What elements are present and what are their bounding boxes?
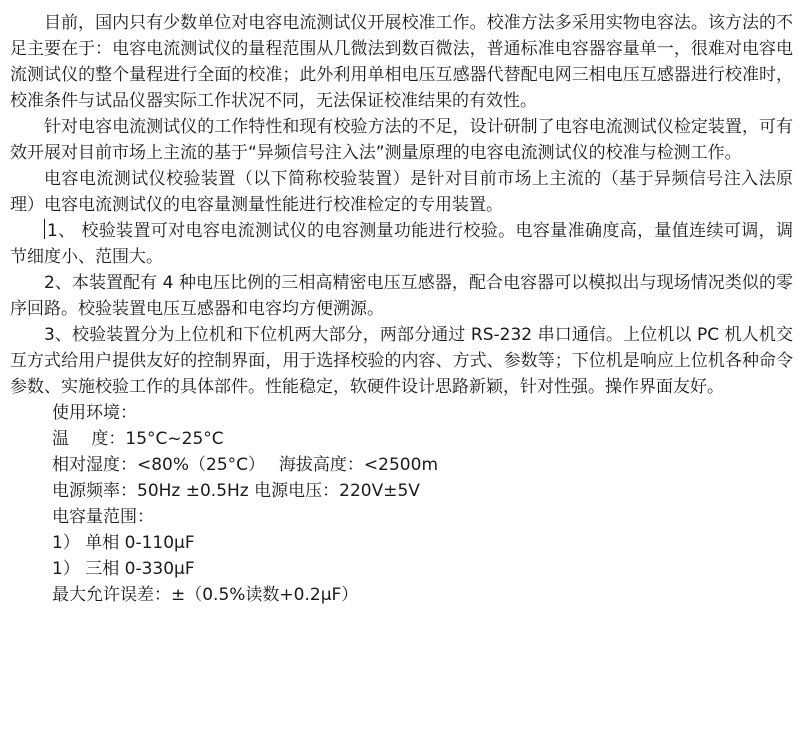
spec-temperature: 温 度：15°C~25°C — [52, 429, 224, 449]
paragraph-feature-3: 3、校验装置分为上位机和下位机两大部分，两部分通过 RS-232 串口通信。上位机以 PC 机人机交互方式给用户提供友好的控制界面，用于选择校验的内容、方式、参数等；下位机是响应上位机各种命令参数、实施校验工作的具体部件。性能稳定，软硬件设计思路新颖，针对性强。操作界面友好。 — [10, 325, 793, 397]
spec-single-phase: 1） 单相 0-110μF — [52, 533, 195, 553]
spec-three-phase: 1） 三相 0-330μF — [52, 559, 195, 579]
paragraph-feature-2: 2、本装置配有 4 种电压比例的三相高精密电压互感器，配合电容器可以模拟出与现场情况类似的零序回路。校验装置电压互感器和电容均方便溯源。 — [10, 273, 793, 319]
paragraph-intro: 目前，国内只有少数单位对电容电流测试仪开展校准工作。校准方法多采用实物电容法。该方法的不足主要在于：电容电流测试仪的量程范围从几微法到数百微法，普通标准电容器容量单一，很难对电容电流测试仪的整个量程进行全面的校准；此外利用单相电压互感器代替配电网三相电压互感器进行校准时，校准条件与试品仪器实际工作状况不同，无法保证校准结果的有效性。 — [10, 13, 793, 111]
paragraph-feature-1 — [10, 218, 793, 270]
document-body — [10, 10, 793, 608]
feature-1-text: 1、 校验装置可对电容电流测试仪的电容测量功能进行校验。电容量准确度高，量值连续可调，调节细度小、范围大。 — [10, 221, 793, 267]
spec-max-error: 最大允许误差：±（0.5%读数+0.2μF） — [52, 585, 359, 605]
paragraph-design: 针对电容电流测试仪的工作特性和现有校验方法的不足，设计研制了电容电流测试仪检定装置，可有效开展对目前市场上主流的基于“异频信号注入法”测量原理的电容电流测试仪的校准与检测工作。 — [10, 117, 793, 163]
spec-environment-heading: 使用环境： — [52, 403, 137, 423]
spec-power: 电源频率：50Hz ±0.5Hz 电源电压：220V±5V — [52, 481, 420, 501]
text-cursor — [44, 219, 45, 239]
spec-capacitance-heading: 电容量范围： — [52, 507, 154, 527]
paragraph-device-summary: 电容电流测试仪校验装置（以下简称校验装置）是针对目前市场上主流的（基于异频信号注入法原理）电容电流测试仪的电容量测量性能进行校准检定的专用装置。 — [10, 169, 793, 215]
spec-humidity-altitude: 相对湿度：<80%（25°C） 海拔高度：<2500m — [52, 455, 439, 475]
